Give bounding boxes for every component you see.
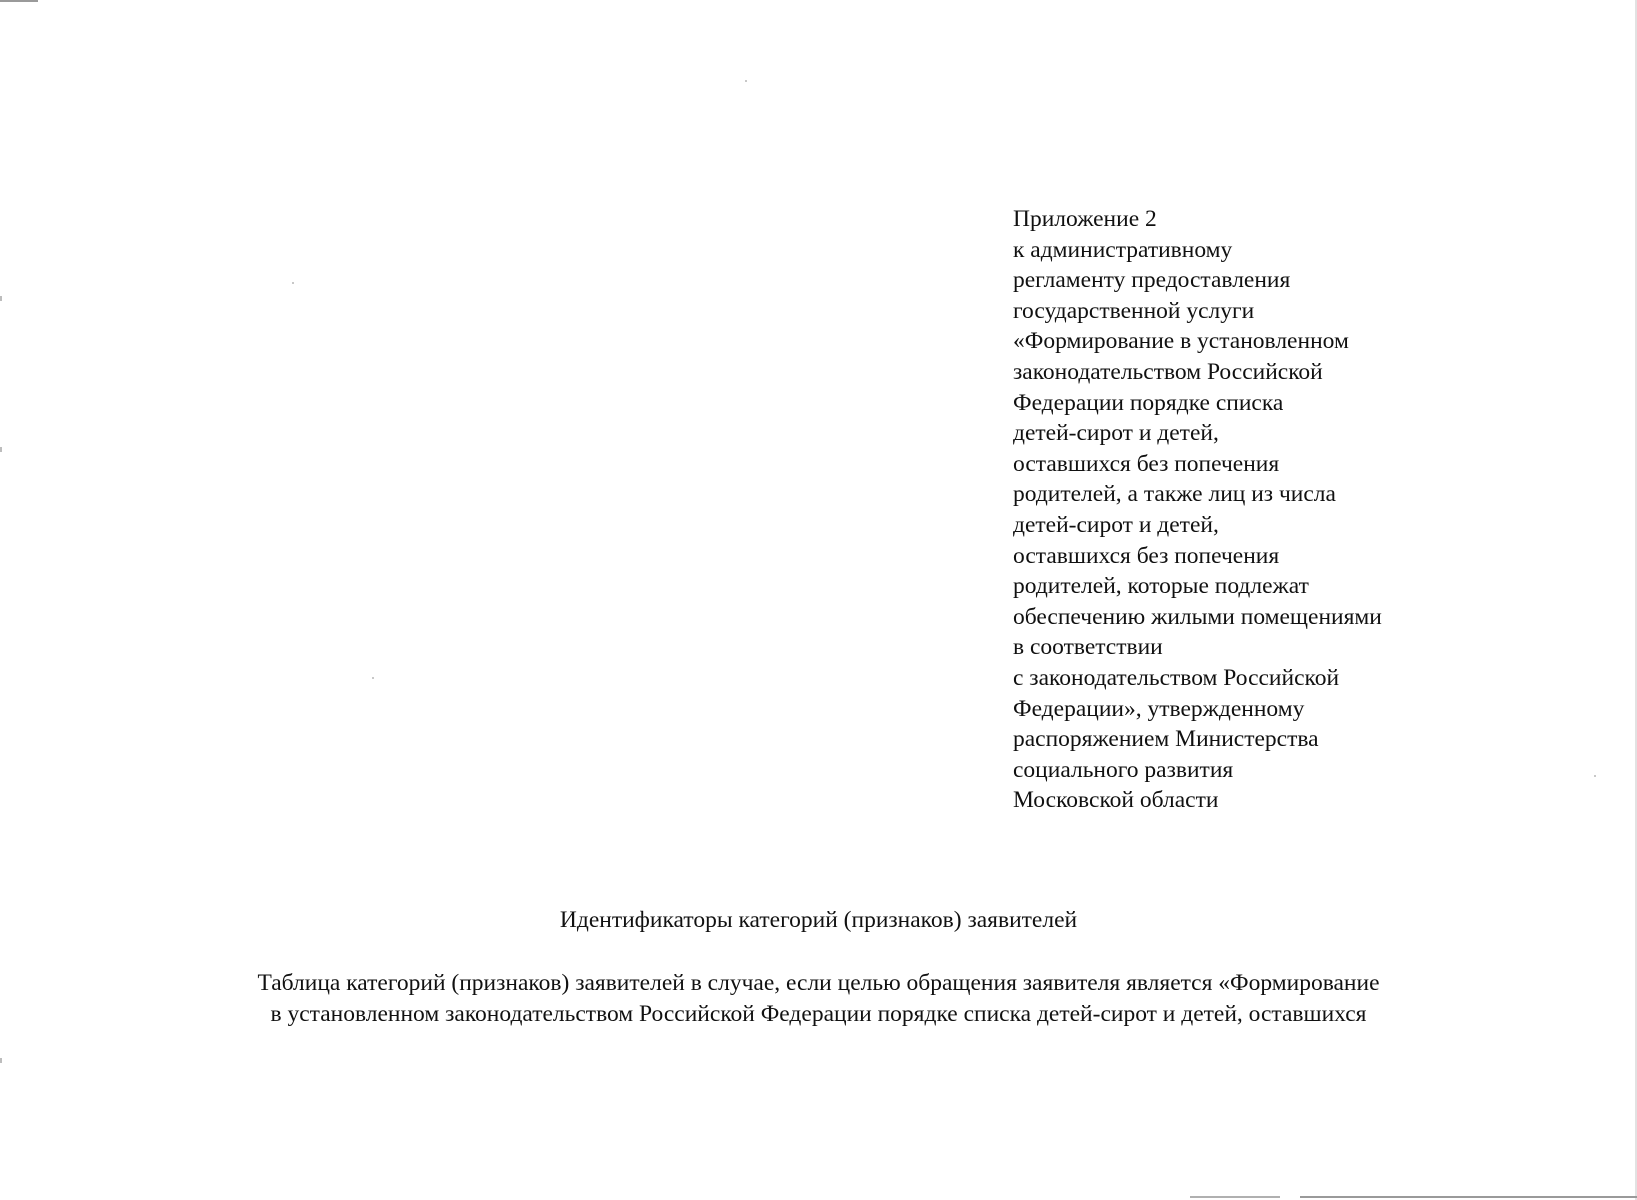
scan-speck — [1594, 775, 1596, 777]
appendix-line: оставшихся без попечения — [1013, 450, 1280, 477]
scan-edge-mark — [0, 447, 2, 452]
document-title: Идентификаторы категорий (признаков) заявителей — [559, 907, 1078, 933]
appendix-line: к административному — [1013, 236, 1233, 263]
table-caption-line: Таблица категорий (признаков) заявителей в случае, если целью обращения заявителя является «Формирование — [257, 970, 1380, 996]
appendix-line: социального развития — [1013, 756, 1234, 783]
scan-edge-mark — [1190, 1196, 1280, 1198]
appendix-line: детей-сирот и детей, — [1013, 511, 1219, 538]
appendix-line: Московской области — [1013, 787, 1219, 814]
appendix-line: родителей, которые подлежат — [1013, 573, 1309, 600]
appendix-line: Федерации», утвержденному — [1013, 695, 1305, 722]
table-caption — [120, 968, 1517, 1030]
appendix-line: оставшихся без попечения — [1013, 542, 1280, 569]
scan-speck — [372, 677, 374, 679]
appendix-line: распоряжением Министерства — [1013, 726, 1319, 753]
scan-edge-mark — [1300, 1196, 1637, 1198]
appendix-line: в соответствии — [1013, 634, 1163, 661]
scan-edge-mark — [0, 1058, 2, 1063]
scan-edge-mark — [0, 0, 38, 2]
scan-edge-mark — [0, 296, 2, 301]
appendix-line: детей-сирот и детей, — [1013, 420, 1219, 447]
appendix-line: законодательством Российской — [1013, 358, 1323, 385]
appendix-line: регламенту предоставления — [1013, 267, 1291, 294]
appendix-line: обеспечению жилыми помещениями — [1013, 603, 1382, 630]
appendix-line: Федерации порядке списка — [1013, 389, 1284, 416]
appendix-line: с законодательством Российской — [1013, 664, 1340, 691]
appendix-line: Приложение 2 — [1013, 206, 1157, 232]
appendix-line: родителей, а также лиц из числа — [1013, 481, 1336, 508]
appendix-line: государственной услуги — [1013, 297, 1255, 324]
scan-speck — [745, 80, 747, 82]
table-caption-line: в установленном законодательством Российской Федерации порядке списка детей-сирот и детей, оставшихся — [270, 1001, 1367, 1027]
appendix-header-block — [1013, 204, 1483, 816]
appendix-line: «Формирование в установленном — [1013, 328, 1349, 355]
scan-speck — [292, 282, 294, 284]
